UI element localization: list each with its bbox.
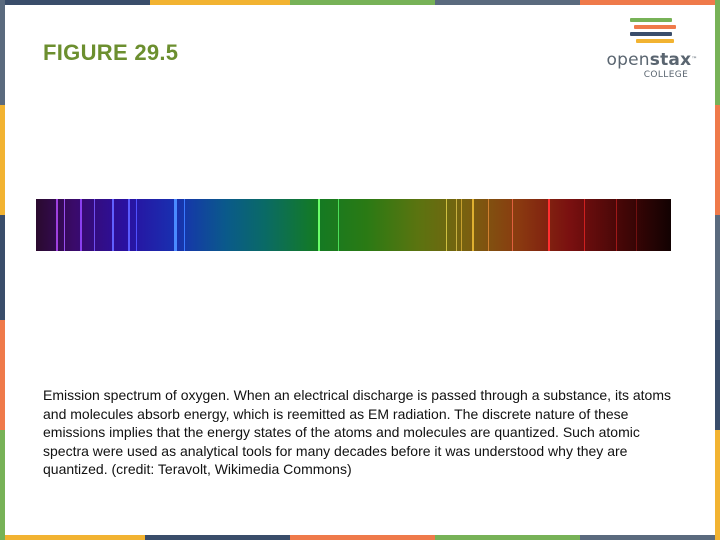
logo-wordmark: openstax™ <box>606 50 698 70</box>
frame-right-3 <box>715 215 720 320</box>
frame-top-5 <box>580 0 720 5</box>
frame-bottom-4 <box>435 535 580 540</box>
frame-top-1 <box>0 0 150 5</box>
spectrum-line <box>548 199 550 251</box>
spectrum-background <box>36 199 671 251</box>
frame-left-5 <box>0 430 5 540</box>
frame-right-1 <box>715 0 720 105</box>
frame-left-2 <box>0 105 5 215</box>
logo-stripe-3 <box>630 32 672 36</box>
spectrum-line <box>318 199 320 251</box>
frame-right-2 <box>715 105 720 215</box>
frame-left-1 <box>0 0 5 105</box>
logo-stripe-2 <box>634 25 676 29</box>
figure-title: FIGURE 29.5 <box>43 40 179 65</box>
spectrum-line <box>472 199 474 251</box>
spectrum-line <box>636 199 637 251</box>
openstax-college-logo <box>606 18 698 82</box>
frame-right-4 <box>715 320 720 430</box>
frame-right-5 <box>715 430 720 540</box>
frame-left-3 <box>0 215 5 320</box>
spectrum-line <box>446 199 447 251</box>
spectrum-line <box>338 199 339 251</box>
spectrum-line <box>64 199 65 251</box>
spectrum-line <box>128 199 130 251</box>
frame-bottom-2 <box>145 535 290 540</box>
figure-caption: Emission spectrum of oxygen. When an electrical discharge is passed through a substance, its atoms and molecules absorb energy, which is reemitted as EM radiation. The discrete nature of these emissions implies that the energy states of the atoms and molecules are quantized. Such atomic spectra were used as analytical tools for many decades before it was understood why they are quantized. (credit: Teravolt, Wikimedia Commons) <box>43 387 671 477</box>
frame-bottom-3 <box>290 535 435 540</box>
spectrum-line <box>112 199 114 251</box>
spectrum-line <box>174 199 177 251</box>
spectrum-line <box>512 199 513 251</box>
spectrum-line <box>136 199 137 251</box>
spectrum-line <box>456 199 457 251</box>
spectrum-line <box>56 199 58 251</box>
spectrum-line <box>584 199 585 251</box>
spectrum-line <box>461 199 462 251</box>
spectrum-line <box>80 199 82 251</box>
emission-spectrum-image <box>36 199 671 251</box>
frame-top-3 <box>290 0 435 5</box>
logo-stripe-1 <box>630 18 672 22</box>
frame-top-4 <box>435 0 580 5</box>
logo-subtitle: COLLEGE <box>643 70 689 80</box>
spectrum-line <box>184 199 185 251</box>
frame-bottom-1 <box>0 535 145 540</box>
logo-stripe-4 <box>636 39 674 43</box>
frame-bottom-5 <box>580 535 720 540</box>
frame-top-2 <box>150 0 290 5</box>
spectrum-line <box>94 199 95 251</box>
spectrum-line <box>488 199 489 251</box>
spectrum-line <box>616 199 617 251</box>
frame-left-4 <box>0 320 5 430</box>
